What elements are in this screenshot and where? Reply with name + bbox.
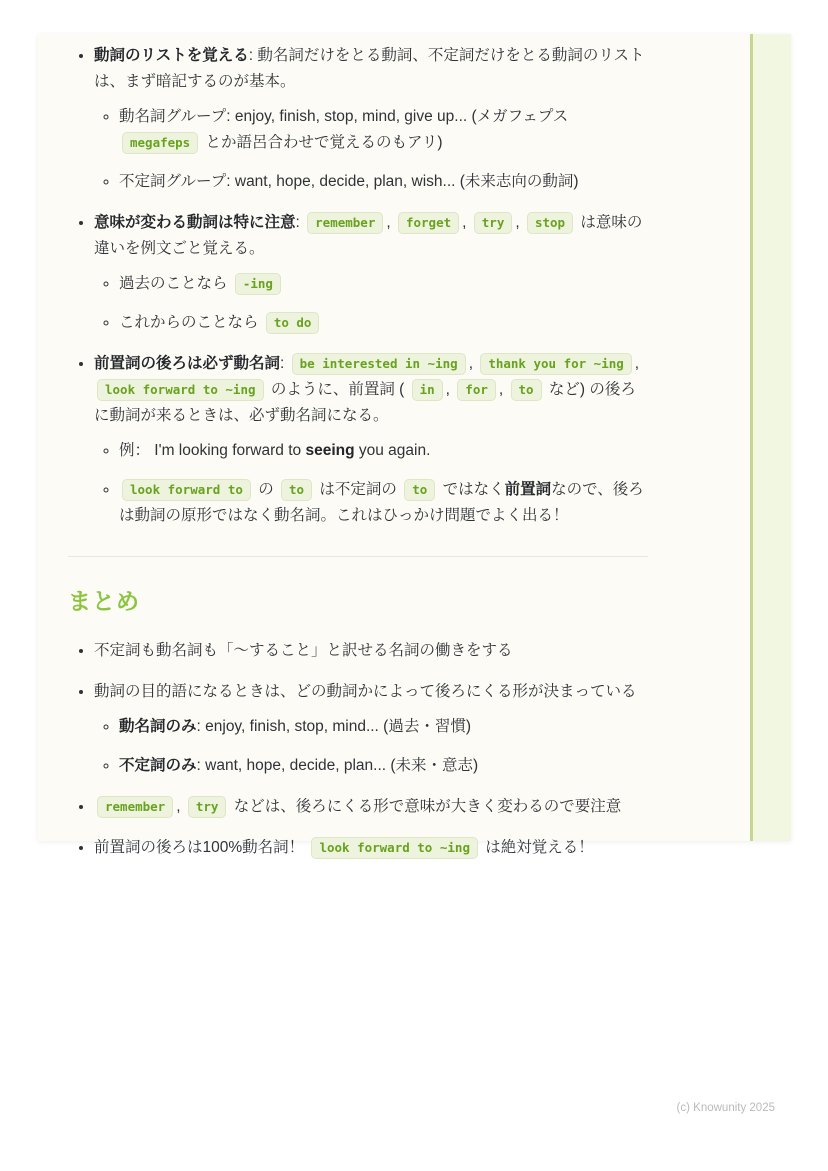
text-run: のように、前置詞 ( — [266, 381, 409, 399]
bold-text: 動名詞のみ — [119, 718, 197, 736]
list-item — [94, 679, 648, 779]
notes-content — [68, 43, 648, 876]
text-run: : — [280, 355, 289, 373]
text-run: 動名詞グループ: enjoy, finish, stop, mind, give up... (メガフェプス — [119, 108, 569, 126]
code-badge: look forward to ~ing — [311, 837, 478, 859]
list-item — [119, 169, 648, 195]
section-divider — [68, 556, 648, 557]
summary-heading: まとめ — [68, 588, 140, 615]
text-run: , — [176, 798, 185, 816]
code-badge: try — [474, 212, 513, 234]
list-item — [119, 104, 648, 156]
list-item — [94, 210, 648, 336]
text-run: は不定詞の — [315, 481, 402, 499]
list-item — [94, 835, 648, 861]
document-card — [38, 34, 791, 857]
main-list — [68, 43, 648, 529]
code-badge: look forward to ~ing — [97, 379, 264, 401]
code-badge: thank you for ~ing — [480, 353, 631, 375]
code-badge: for — [457, 379, 496, 401]
text-run: これからのことなら — [119, 314, 263, 332]
bold-text: 前置詞 — [504, 481, 552, 499]
text-run: の — [253, 481, 279, 499]
text-run: は絶対覚える！ — [480, 839, 594, 857]
code-badge: to — [511, 379, 542, 401]
text-run: などは、後ろにくる形で意味が大きく変わるので要注意 — [229, 798, 622, 816]
list-item — [94, 351, 648, 529]
code-badge: remember — [307, 212, 383, 234]
bold-text: seeing — [305, 442, 355, 460]
text-run: : — [295, 214, 305, 232]
code-badge: in — [412, 379, 443, 401]
text-run: , — [468, 355, 478, 373]
text-run: 不定詞グループ: want, hope, decide, plan, wish... (未来志向の動詞) — [119, 173, 579, 191]
bold-text: 不定詞のみ — [119, 757, 197, 775]
decorative-right-strip — [750, 34, 791, 841]
text-run: : want, hope, decide, plan... (未来・意志) — [196, 757, 479, 775]
bold-text: 動詞のリストを覚える — [94, 47, 249, 64]
text-run: とか語呂合わせで覚えるのもアリ) — [201, 134, 443, 152]
text-run: ではなく — [438, 481, 505, 499]
text-run: 動詞の目的語になるときは、どの動詞かによって後ろにくる形が決まっている — [94, 683, 637, 701]
text-run: 不定詞も動名詞も「〜すること」と訳せる名詞の働きをする — [94, 642, 513, 660]
code-badge: to — [404, 479, 435, 501]
code-badge: be interested in ~ing — [292, 353, 466, 375]
list-item — [119, 310, 648, 336]
text-run: は意味の違いを例文ごと覚える。 — [94, 214, 643, 258]
list-item — [94, 43, 648, 195]
list-item — [119, 271, 648, 297]
bold-text: 意味が変わる動詞は特に注意 — [94, 214, 296, 232]
sub-list — [94, 271, 648, 336]
code-badge: to do — [266, 312, 320, 334]
bold-text: 前置詞の後ろは必ず動名詞 — [94, 355, 281, 373]
code-badge: megafeps — [122, 132, 198, 154]
text-run: なので、後ろは動詞の原形ではなく動名詞。これはひっかけ問題でよく出る！ — [119, 481, 644, 525]
code-badge: try — [188, 796, 227, 818]
list-item — [119, 438, 648, 464]
code-badge: to — [281, 479, 312, 501]
list-item — [94, 638, 648, 664]
list-item — [94, 794, 648, 820]
text-run: 例： I'm looking forward to — [119, 442, 306, 460]
sub-list — [94, 714, 648, 779]
text-run: など) の後ろに動詞が来るときは、必ず動名詞になる。 — [94, 381, 636, 425]
sub-list — [94, 438, 648, 529]
list-item — [119, 477, 648, 529]
list-item — [119, 753, 648, 779]
text-run: , — [386, 214, 395, 232]
summary-list — [68, 638, 648, 861]
text-run: , — [445, 381, 455, 399]
code-badge: forget — [398, 212, 459, 234]
text-run: , — [498, 381, 508, 399]
sub-list — [94, 104, 648, 195]
text-run: : 動名詞だけをとる動詞、不定詞だけをとる動詞のリストは、まず暗記するのが基本。 — [94, 47, 645, 91]
text-run: , — [515, 214, 524, 232]
code-badge: -ing — [235, 273, 281, 295]
text-run: , — [634, 355, 640, 373]
code-badge: stop — [527, 212, 573, 234]
text-run: 過去のことなら — [119, 275, 232, 293]
copyright-text: (c) Knowunity 2025 — [676, 1102, 775, 1114]
code-badge: remember — [97, 796, 173, 818]
text-run: you again. — [354, 442, 431, 460]
text-run: : enjoy, finish, stop, mind... (過去・習慣) — [196, 718, 471, 736]
code-badge: look forward to — [122, 479, 251, 501]
list-item — [119, 714, 648, 740]
text-run: , — [462, 214, 471, 232]
text-run: 前置詞の後ろは100%動名詞！ — [94, 839, 309, 857]
